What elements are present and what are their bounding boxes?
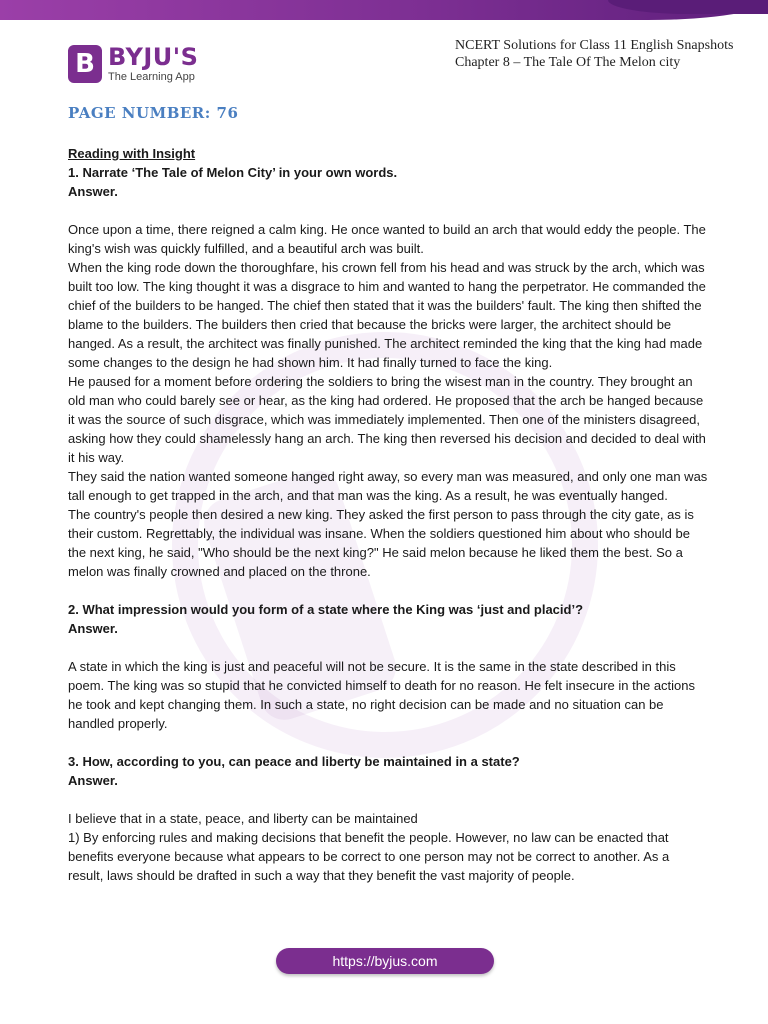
answer-3-paragraph: 1) By enforcing rules and making decisions that benefit the people. However, no law can be enacted that benefits everyone because what appears to be correct to one person may not be correct to another. As a result, laws should be drafted in such a way that they benefit the vast majority of people. <box>68 830 670 883</box>
answer-1-paragraph: They said the nation wanted someone hanged right away, so every man was measured, and only one man was tall enough to get trapped in the arch, and that man was the king. As a result, he was eventually hanged. <box>68 469 708 503</box>
answer-label-3: Answer. <box>68 773 118 788</box>
logo-mark: B <box>68 45 102 83</box>
page-number: PAGE NUMBER: 76 <box>68 104 239 122</box>
answer-3-paragraph: I believe that in a state, peace, and liberty can be maintained <box>68 811 418 826</box>
header-line-2: Chapter 8 – The Tale Of The Melon city <box>455 55 681 70</box>
answer-2-paragraph: A state in which the king is just and peaceful will not be secure. It is the same in the state described in this poem. The king was so stupid that he convicted himself to death for no reason. He felt insecure in the actions he took and kept changing them. In such a state, no right decision can be made and no situation can be handled properly. <box>68 659 696 731</box>
header-line-1: NCERT Solutions for Class 11 English Snapshots <box>455 38 734 53</box>
footer-url-link[interactable]: https://byjus.com <box>276 948 494 974</box>
question-2: 2. What impression would you form of a state where the King was ‘just and placid’? <box>68 602 584 617</box>
document-header <box>455 37 733 71</box>
answer-label-2: Answer. <box>68 621 118 636</box>
answer-1-paragraph: He paused for a moment before ordering the soldiers to bring the wisest man in the country. They brought an old man who could barely see or hear, as the king had ordered. He proposed that the arch be hanged because it was the source of such disgrace, which was immediately implemented. Then one of the ministers disagreed, asking how they could shamelessly hang an arch. The king then reversed his decision and decided to deal with it his way. <box>68 374 706 465</box>
brand-tagline: The Learning App <box>108 71 195 83</box>
answer-1-paragraph: The country's people then desired a new king. They asked the first person to pass through the city gate, as is their custom. Regrettably, the individual was insane. When the soldiers questioned him about who should be the next king, he said, "Who should be the next king?" He said melon because he liked them the best. So a melon was finally crowned and placed on the throne. <box>68 507 694 579</box>
answer-label-1: Answer. <box>68 184 118 199</box>
answer-1-paragraph: Once upon a time, there reigned a calm king. He once wanted to build an arch that would eddy the people. The king's wish was quickly fulfilled, and a beautiful arch was built. <box>68 222 706 256</box>
brand-name: BYJU'S <box>108 43 199 71</box>
document-body <box>68 144 708 885</box>
section-title: Reading with Insight <box>68 146 196 161</box>
answer-1-paragraph: When the king rode down the thoroughfare, his crown fell from his head and was struck by the arch, which was built too low. The king thought it was a disgrace to him and wanted to hang the perpetrator. He commanded the chief of the builders to be hanged. The chief then stated that it was the builders' fault. The king then shifted the blame to the builders. The builders then cried that because the bricks were larger, the architect should be hanged. As a result, the architect was finally punished. The architect reminded the king that the king had made some changes to the design he had shown him. It had finally turned to face the king. <box>68 260 706 370</box>
question-3: 3. How, according to you, can peace and liberty be maintained in a state? <box>68 754 520 769</box>
brand-logo[interactable] <box>68 45 208 87</box>
question-1: 1. Narrate ‘The Tale of Melon City’ in your own words. <box>68 165 398 180</box>
